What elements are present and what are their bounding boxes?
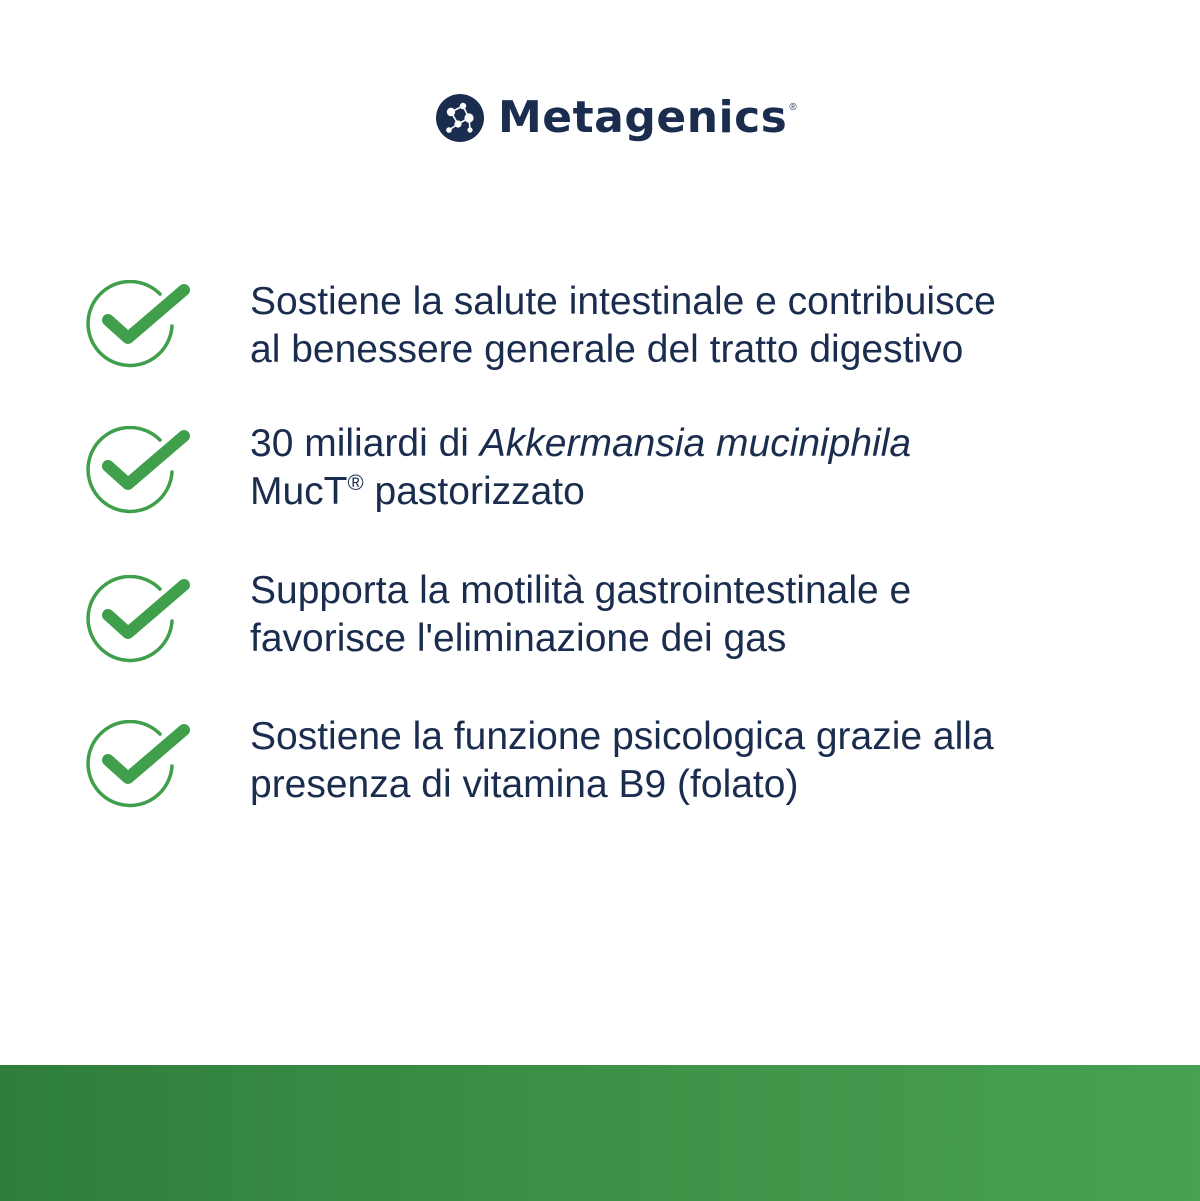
molecule-logo-icon bbox=[436, 94, 484, 142]
benefit-line bbox=[250, 420, 1170, 468]
check-circle-icon bbox=[86, 280, 192, 370]
benefit-line: presenza di vitamina B9 (folato) bbox=[250, 763, 799, 806]
check-circle-icon bbox=[86, 575, 192, 665]
benefit-line: Sostiene la funzione psicologica grazie alla bbox=[250, 715, 994, 758]
benefit-line: al benessere generale del tratto digestivo bbox=[250, 328, 964, 371]
check-circle-icon bbox=[86, 426, 192, 516]
benefit-species-name: Akkermansia muciniphila bbox=[479, 422, 912, 465]
benefit-line bbox=[250, 468, 1170, 516]
benefit-line: favorisce l'eliminazione dei gas bbox=[250, 617, 787, 660]
registered-mark: ® bbox=[347, 470, 364, 495]
brand-name: Metagenics bbox=[498, 92, 788, 143]
benefit-strain-name: MucT bbox=[250, 470, 348, 513]
benefit-text-suffix: pastorizzato bbox=[363, 470, 585, 513]
footer-green-band bbox=[0, 1065, 1200, 1201]
benefit-text bbox=[250, 567, 1170, 663]
benefit-text bbox=[250, 713, 1170, 809]
benefit-text-prefix: 30 miliardi di bbox=[250, 422, 480, 465]
benefit-line: Supporta la motilità gastrointestinale e bbox=[250, 569, 912, 612]
benefit-line: Sostiene la salute intestinale e contribuisce bbox=[250, 280, 996, 323]
brand-registered-mark: ® bbox=[789, 102, 797, 113]
brand-logo bbox=[436, 92, 797, 144]
check-circle-icon bbox=[86, 720, 192, 810]
benefit-text bbox=[250, 420, 1170, 516]
benefit-text bbox=[250, 278, 1170, 374]
